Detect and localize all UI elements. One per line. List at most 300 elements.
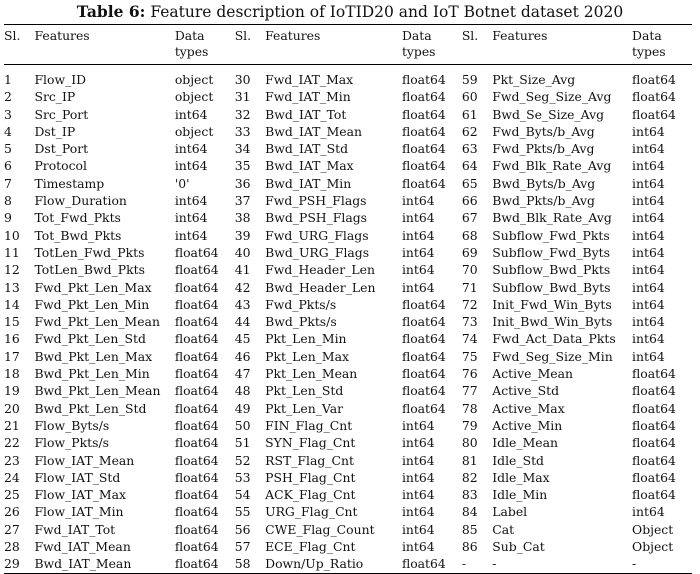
cell-feature: URG_Flag_Cnt — [265, 504, 358, 520]
cell-datatype: float64 — [174, 314, 219, 330]
cell-datatype: float64 — [174, 487, 219, 503]
cell-feature: Flow_ID — [34, 72, 87, 87]
cell-sl: 21 — [4, 417, 20, 433]
cell-datatype: float64 — [174, 556, 219, 572]
cell-sl: 50 — [234, 417, 251, 433]
cell-feature: Src_Port — [34, 106, 89, 122]
cell-datatype: float64 — [401, 296, 446, 312]
cell-sl: 22 — [4, 435, 20, 451]
cell-feature: SYN_Flag_Cnt — [265, 435, 356, 451]
cell-sl: 53 — [234, 469, 251, 485]
caption-text: Feature description of IoTID20 and IoT Botnet dataset 2020 — [150, 3, 624, 21]
cell-sl: 54 — [234, 487, 251, 503]
cell-datatype: float64 — [174, 383, 219, 399]
cell-feature: Fwd_Pkt_Len_Max — [34, 279, 152, 295]
cell-datatype: int64 — [401, 452, 435, 468]
header-sl: Sl. — [234, 28, 252, 43]
caption-label: Table 6: — [76, 2, 146, 21]
cell-datatype: float64 — [632, 366, 676, 382]
cell-feature: Dst_IP — [34, 123, 76, 139]
cell-sl: 23 — [4, 452, 20, 468]
cell-sl: 45 — [234, 331, 251, 347]
cell-feature: Idle_Min — [492, 487, 548, 503]
cell-datatype: float64 — [174, 348, 219, 364]
cell-feature: Bwd_Pkt_Len_Max — [34, 348, 153, 364]
cell-feature: Fwd_Pkts/s — [265, 296, 337, 312]
cell-datatype: int64 — [401, 193, 435, 209]
cell-feature: Bwd_Pkt_Len_Std — [34, 400, 147, 416]
cell-datatype: Object — [632, 539, 674, 555]
cell-sl: 38 — [234, 210, 251, 226]
cell-sl: 70 — [461, 262, 478, 278]
cell-datatype: float64 — [401, 72, 446, 87]
cell-feature: Bwd_IAT_Min — [265, 175, 352, 191]
cell-sl: 25 — [4, 487, 20, 503]
table-row — [4, 88, 692, 105]
cell-datatype: float64 — [174, 296, 219, 312]
cell-feature: Src_IP — [34, 89, 76, 105]
cell-sl: 71 — [461, 279, 478, 295]
table-row — [4, 503, 692, 520]
cell-datatype: float64 — [632, 435, 676, 451]
cell-sl: 57 — [234, 539, 251, 555]
cell-datatype: float64 — [401, 123, 446, 139]
cell-sl: 86 — [461, 539, 478, 555]
cell-datatype: int64 — [632, 227, 665, 243]
cell-sl: 44 — [234, 314, 251, 330]
cell-sl: 6 — [4, 158, 12, 174]
cell-sl: 19 — [4, 383, 20, 399]
cell-datatype: int64 — [401, 469, 435, 485]
cell-datatype: int64 — [632, 244, 665, 260]
cell-datatype: float64 — [632, 400, 676, 416]
cell-feature: RST_Flag_Cnt — [265, 452, 354, 468]
table-row — [4, 296, 692, 313]
cell-sl: 41 — [234, 262, 251, 278]
cell-sl: 48 — [234, 383, 251, 399]
cell-datatype: int64 — [632, 193, 665, 209]
table-row — [4, 382, 692, 399]
cell-sl: 13 — [4, 279, 20, 295]
cell-sl: 34 — [234, 141, 251, 157]
cell-sl: 51 — [234, 435, 251, 451]
cell-sl: 14 — [4, 296, 20, 312]
cell-sl: 18 — [4, 366, 20, 382]
table-row — [4, 261, 692, 278]
cell-sl: 3 — [4, 106, 12, 122]
cell-feature: Pkt_Len_Min — [265, 331, 347, 347]
cell-datatype: int64 — [401, 279, 435, 295]
cell-sl: 83 — [461, 487, 478, 503]
cell-sl: 49 — [234, 400, 251, 416]
table-row — [4, 555, 692, 573]
cell-sl: 12 — [4, 262, 20, 278]
cell-feature: Flow_Duration — [34, 193, 127, 209]
cell-feature: Bwd_IAT_Tot — [265, 106, 347, 122]
cell-feature: Active_Min — [492, 417, 563, 433]
cell-sl: 47 — [234, 366, 251, 382]
cell-datatype: float64 — [401, 89, 446, 105]
cell-feature: Fwd_Blk_Rate_Avg — [492, 158, 612, 174]
cell-feature: Flow_IAT_Min — [34, 504, 124, 520]
cell-datatype: float64 — [174, 521, 219, 537]
cell-datatype: int64 — [401, 487, 435, 503]
table-row — [4, 175, 692, 192]
cell-datatype: float64 — [174, 504, 219, 520]
cell-datatype: float64 — [401, 400, 446, 416]
cell-datatype: float64 — [401, 331, 446, 347]
cell-feature: Active_Max — [492, 400, 565, 416]
cell-feature: Subflow_Fwd_Pkts — [492, 227, 610, 243]
cell-sl: 40 — [234, 244, 251, 260]
cell-datatype: int64 — [174, 158, 208, 174]
cell-sl: 42 — [234, 279, 251, 295]
cell-datatype: int64 — [632, 279, 665, 295]
cell-datatype: float64 — [174, 262, 219, 278]
table-row — [4, 106, 692, 123]
table-row — [4, 486, 692, 503]
cell-sl: 75 — [461, 348, 478, 364]
table-row — [4, 469, 692, 486]
cell-sl: 80 — [461, 435, 478, 451]
cell-datatype: float64 — [401, 348, 446, 364]
cell-feature: Bwd_URG_Flags — [265, 244, 370, 260]
cell-sl: 29 — [4, 556, 20, 572]
cell-feature: Fwd_PSH_Flags — [265, 193, 367, 209]
cell-datatype: int64 — [401, 210, 435, 226]
cell-datatype: int64 — [632, 141, 665, 157]
cell-datatype: int64 — [401, 539, 435, 555]
table-row — [4, 123, 692, 140]
cell-sl: 43 — [234, 296, 251, 312]
cell-feature: Fwd_Pkt_Len_Std — [34, 331, 146, 347]
cell-feature: Fwd_URG_Flags — [265, 227, 369, 243]
cell-feature: Bwd_IAT_Mean — [34, 556, 132, 572]
cell-sl: 76 — [461, 366, 478, 382]
cell-feature: Active_Std — [492, 383, 560, 399]
cell-datatype: int64 — [401, 435, 435, 451]
cell-datatype: float64 — [401, 383, 446, 399]
table-body — [4, 65, 692, 574]
cell-sl: 30 — [234, 72, 251, 87]
cell-feature: Fwd_Seg_Size_Avg — [492, 89, 612, 105]
cell-datatype: float64 — [174, 469, 219, 485]
header-features: Features — [34, 28, 90, 43]
cell-sl: 74 — [461, 331, 478, 347]
cell-feature: Pkt_Len_Max — [265, 348, 349, 364]
cell-datatype: float64 — [401, 141, 446, 157]
cell-feature: Flow_Byts/s — [34, 417, 110, 433]
cell-feature: Idle_Mean — [492, 435, 558, 451]
header-features: Features — [265, 28, 321, 43]
cell-feature: Init_Fwd_Win_Byts — [492, 296, 612, 312]
cell-feature: Bwd_PSH_Flags — [265, 210, 368, 226]
cell-datatype: float64 — [401, 106, 446, 122]
cell-feature: Fwd_IAT_Min — [265, 89, 351, 105]
cell-sl: 81 — [461, 452, 478, 468]
cell-sl: 78 — [461, 400, 478, 416]
cell-sl: 2 — [4, 89, 12, 105]
table-row — [4, 434, 692, 451]
table-header-row — [4, 25, 692, 65]
header-datatypes: Data types — [174, 28, 209, 59]
cell-sl: 65 — [461, 175, 478, 191]
cell-datatype: float64 — [632, 452, 676, 468]
cell-feature: TotLen_Fwd_Pkts — [34, 244, 145, 260]
cell-sl: 24 — [4, 469, 20, 485]
cell-sl: 62 — [461, 123, 478, 139]
cell-feature: Idle_Std — [492, 452, 544, 468]
cell-datatype: Object — [632, 521, 674, 537]
cell-sl: 69 — [461, 244, 478, 260]
table-row — [4, 209, 692, 226]
cell-sl: 72 — [461, 296, 478, 312]
table-row — [4, 400, 692, 417]
cell-sl: 7 — [4, 175, 12, 191]
header-features: Features — [492, 28, 548, 43]
cell-sl: 46 — [234, 348, 251, 364]
table-row — [4, 227, 692, 244]
cell-feature: Subflow_Fwd_Byts — [492, 244, 610, 260]
cell-feature: Flow_IAT_Mean — [34, 452, 135, 468]
cell-feature: Subflow_Bwd_Byts — [492, 279, 611, 295]
cell-feature: Idle_Max — [492, 469, 550, 485]
cell-feature: CWE_Flag_Count — [265, 521, 375, 537]
cell-sl: 56 — [234, 521, 251, 537]
cell-datatype: int64 — [632, 175, 665, 191]
cell-feature: Sub_Cat — [492, 539, 545, 555]
cell-datatype: int64 — [632, 296, 665, 312]
cell-sl: 28 — [4, 539, 20, 555]
cell-sl: 5 — [4, 141, 12, 157]
cell-feature: Down/Up_Ratio — [265, 556, 364, 572]
cell-sl: 55 — [234, 504, 251, 520]
cell-datatype: int64 — [632, 348, 665, 364]
cell-datatype: float64 — [401, 175, 446, 191]
cell-datatype: float64 — [401, 366, 446, 382]
cell-feature: Active_Mean — [492, 366, 574, 382]
cell-sl: 16 — [4, 331, 20, 347]
cell-datatype: float64 — [401, 556, 446, 572]
cell-sl: 27 — [4, 521, 20, 537]
table-row — [4, 330, 692, 347]
cell-feature: Fwd_Pkt_Len_Mean — [34, 314, 160, 330]
cell-feature: - — [492, 556, 497, 572]
cell-sl: 58 — [234, 556, 251, 572]
cell-sl: 15 — [4, 314, 20, 330]
cell-sl: 77 — [461, 383, 478, 399]
cell-feature: ECE_Flag_Cnt — [265, 539, 356, 555]
header-sl: Sl. — [461, 28, 479, 43]
cell-datatype: float64 — [174, 435, 219, 451]
cell-feature: Label — [492, 504, 528, 520]
cell-feature: Dst_Port — [34, 141, 89, 157]
cell-datatype: int64 — [401, 417, 435, 433]
cell-feature: Fwd_Pkt_Len_Min — [34, 296, 150, 312]
cell-feature: Pkt_Size_Avg — [492, 72, 576, 87]
cell-datatype: float64 — [632, 106, 676, 122]
cell-feature: Fwd_Pkts/b_Avg — [492, 141, 595, 157]
cell-datatype: int64 — [632, 123, 665, 139]
cell-datatype: float64 — [174, 400, 219, 416]
cell-datatype: int64 — [401, 227, 435, 243]
cell-sl: 35 — [234, 158, 251, 174]
cell-datatype: float64 — [632, 383, 676, 399]
cell-feature: Init_Bwd_Win_Byts — [492, 314, 613, 330]
cell-sl: 84 — [461, 504, 478, 520]
cell-sl: 8 — [4, 193, 12, 209]
header-sl: Sl. — [4, 28, 21, 43]
cell-datatype: int64 — [174, 227, 208, 243]
cell-feature: Bwd_Pkt_Len_Mean — [34, 383, 161, 399]
cell-sl: 68 — [461, 227, 478, 243]
cell-datatype: float64 — [632, 89, 676, 105]
table-row — [4, 521, 692, 538]
cell-sl: 64 — [461, 158, 478, 174]
cell-feature: Bwd_IAT_Mean — [265, 123, 362, 139]
cell-feature: Tot_Fwd_Pkts — [34, 210, 121, 226]
cell-sl: 37 — [234, 193, 251, 209]
cell-datatype: int64 — [632, 210, 665, 226]
cell-datatype: int64 — [401, 262, 435, 278]
cell-feature: Fwd_Act_Data_Pkts — [492, 331, 616, 347]
cell-sl: 52 — [234, 452, 251, 468]
table-caption — [0, 0, 700, 24]
cell-datatype: int64 — [401, 521, 435, 537]
cell-feature: Pkt_Len_Mean — [265, 366, 358, 382]
cell-feature: Tot_Bwd_Pkts — [34, 227, 122, 243]
cell-sl: - — [461, 556, 466, 572]
table-row — [4, 140, 692, 157]
cell-sl: 36 — [234, 175, 251, 191]
cell-feature: Cat — [492, 521, 515, 537]
cell-feature: Bwd_Pkts/s — [265, 314, 337, 330]
table-row — [4, 157, 692, 174]
cell-feature: PSH_Flag_Cnt — [265, 469, 356, 485]
cell-datatype: int64 — [174, 210, 208, 226]
cell-datatype: float64 — [632, 469, 676, 485]
cell-datatype: int64 — [174, 193, 208, 209]
cell-datatype: object — [174, 72, 214, 87]
cell-datatype: '0' — [174, 175, 190, 191]
cell-sl: 59 — [461, 72, 478, 87]
table-row — [4, 538, 692, 555]
cell-datatype: float64 — [174, 331, 219, 347]
cell-feature: Bwd_Header_Len — [265, 279, 376, 295]
cell-feature: Fwd_IAT_Mean — [34, 539, 131, 555]
cell-feature: Flow_IAT_Std — [34, 469, 121, 485]
table-row — [4, 192, 692, 209]
cell-datatype: float64 — [401, 158, 446, 174]
cell-datatype: int64 — [632, 314, 665, 330]
table-row — [4, 244, 692, 261]
cell-datatype: float64 — [632, 487, 676, 503]
cell-sl: 26 — [4, 504, 20, 520]
table-row — [4, 452, 692, 469]
cell-feature: Fwd_IAT_Tot — [34, 521, 116, 537]
header-datatypes: Data types — [632, 28, 666, 59]
cell-datatype: int64 — [174, 141, 208, 157]
cell-datatype: float64 — [174, 452, 219, 468]
cell-feature: Bwd_Pkts/b_Avg — [492, 193, 595, 209]
cell-feature: FIN_Flag_Cnt — [265, 417, 353, 433]
cell-sl: 31 — [234, 89, 251, 105]
cell-sl: 20 — [4, 400, 20, 416]
table-row — [4, 348, 692, 365]
cell-feature: ACK_Flag_Cnt — [265, 487, 356, 503]
cell-sl: 17 — [4, 348, 20, 364]
cell-datatype: object — [174, 123, 214, 139]
table-row — [4, 65, 692, 89]
table-row — [4, 279, 692, 296]
feature-table — [4, 24, 692, 574]
cell-datatype: int64 — [632, 504, 665, 520]
cell-sl: 1 — [4, 72, 12, 87]
cell-datatype: float64 — [632, 417, 676, 433]
cell-feature: Fwd_IAT_Max — [265, 72, 354, 87]
cell-datatype: float64 — [174, 539, 219, 555]
cell-datatype: object — [174, 89, 214, 105]
table-row — [4, 313, 692, 330]
cell-datatype: float64 — [174, 279, 219, 295]
cell-sl: 61 — [461, 106, 478, 122]
cell-datatype: float64 — [174, 244, 219, 260]
cell-datatype: - — [632, 556, 637, 572]
cell-sl: 66 — [461, 193, 478, 209]
cell-sl: 63 — [461, 141, 478, 157]
cell-sl: 79 — [461, 417, 478, 433]
cell-feature: Fwd_Seg_Size_Min — [492, 348, 613, 364]
cell-datatype: int64 — [632, 262, 665, 278]
cell-datatype: int64 — [401, 244, 435, 260]
cell-feature: TotLen_Bwd_Pkts — [34, 262, 145, 278]
cell-datatype: int64 — [174, 106, 208, 122]
cell-feature: Bwd_Se_Size_Avg — [492, 106, 605, 122]
cell-feature: Subflow_Bwd_Pkts — [492, 262, 611, 278]
cell-feature: Bwd_Blk_Rate_Avg — [492, 210, 612, 226]
cell-datatype: int64 — [632, 331, 665, 347]
table-row — [4, 417, 692, 434]
cell-datatype: int64 — [401, 504, 435, 520]
cell-feature: Fwd_Byts/b_Avg — [492, 123, 595, 139]
cell-feature: Protocol — [34, 158, 87, 174]
cell-datatype: float64 — [174, 417, 219, 433]
cell-feature: Flow_Pkts/s — [34, 435, 109, 451]
cell-sl: 11 — [4, 244, 20, 260]
cell-sl: 85 — [461, 521, 478, 537]
cell-sl: 10 — [4, 227, 20, 243]
cell-datatype: float64 — [174, 366, 219, 382]
cell-feature: Timestamp — [34, 175, 105, 191]
cell-feature: Flow_IAT_Max — [34, 487, 126, 503]
header-datatypes: Data types — [401, 28, 436, 59]
cell-feature: Bwd_Pkt_Len_Min — [34, 366, 150, 382]
cell-sl: 4 — [4, 123, 12, 139]
cell-feature: Fwd_Header_Len — [265, 262, 375, 278]
cell-sl: 33 — [234, 123, 251, 139]
cell-sl: 9 — [4, 210, 12, 226]
cell-feature: Pkt_Len_Std — [265, 383, 344, 399]
cell-sl: 39 — [234, 227, 251, 243]
cell-sl: 73 — [461, 314, 478, 330]
cell-datatype: float64 — [632, 72, 676, 87]
cell-sl: 67 — [461, 210, 478, 226]
cell-datatype: int64 — [632, 158, 665, 174]
table-row — [4, 365, 692, 382]
cell-datatype: float64 — [401, 314, 446, 330]
cell-feature: Bwd_IAT_Max — [265, 158, 354, 174]
cell-sl: 82 — [461, 469, 478, 485]
